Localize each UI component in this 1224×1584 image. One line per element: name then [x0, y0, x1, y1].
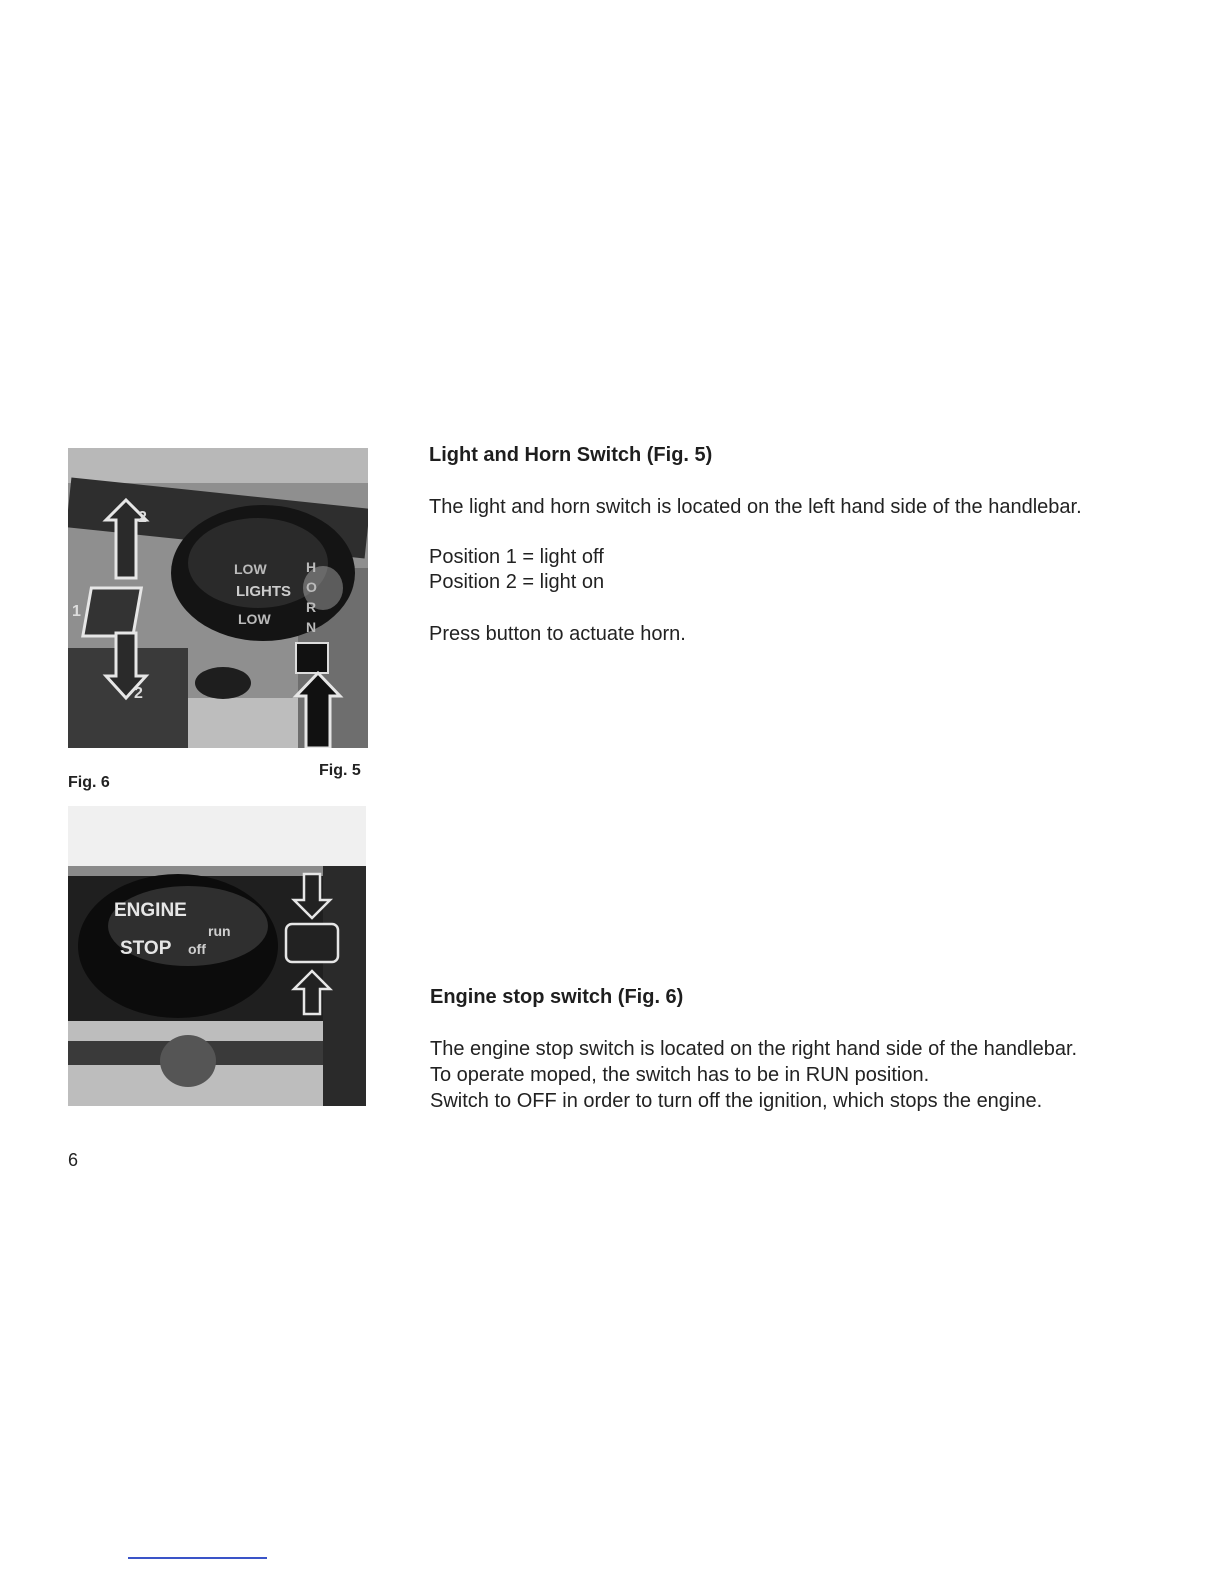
position-one-line: Position 1 = light off: [429, 546, 604, 568]
fig5-photo: [68, 448, 368, 748]
fig6-label: Fig. 6: [68, 774, 110, 791]
fig5-arrow-bottom-number: 2: [134, 685, 143, 702]
position-two-line: Position 2 = light on: [429, 571, 605, 593]
fig6-photo: [68, 806, 366, 1106]
fig6-stop-label: STOP: [120, 938, 172, 959]
light-horn-intro: The light and horn switch is located on the left hand side of the handlebar.: [429, 496, 1082, 518]
fig6-run-label: run: [208, 923, 231, 939]
light-horn-switch-photo: [68, 448, 368, 748]
fig5-horn-letter: R: [306, 599, 317, 615]
fig5-horn-letter: O: [306, 579, 317, 595]
engine-stop-heading: Engine stop switch (Fig. 6): [430, 986, 684, 1008]
fig5-position-one: 1: [72, 603, 81, 620]
switch-rocker-icon: [286, 924, 338, 962]
engine-stop-line: To operate moped, the switch has to be in RUN position.: [430, 1064, 930, 1086]
engine-stop-switch-photo: [68, 806, 366, 1106]
fig5-label: Fig. 5: [319, 762, 361, 779]
horn-instruction: Press button to actuate horn.: [429, 623, 686, 645]
fig5-lights-label: LIGHTS: [236, 583, 291, 600]
switch-slider-icon: [83, 588, 141, 636]
fig5-horn-letter: N: [306, 619, 317, 635]
engine-stop-line: Switch to OFF in order to turn off the ignition, which stops the engine.: [430, 1090, 1043, 1112]
engine-stop-line: The engine stop switch is located on the right hand side of the handlebar.: [430, 1038, 1078, 1060]
fig5-low-bottom-label: LOW: [238, 611, 271, 627]
fig5-arrow-top-number: 2: [138, 509, 147, 526]
page-number: 6: [68, 1150, 79, 1170]
fig5-low-top-label: LOW: [234, 561, 267, 577]
light-horn-heading: Light and Horn Switch (Fig. 5): [429, 444, 713, 466]
fig6-engine-label: ENGINE: [114, 900, 187, 921]
fig5-horn-letter: H: [306, 559, 317, 575]
footer-divider: [128, 1557, 267, 1559]
fig6-off-label: off: [188, 941, 206, 957]
